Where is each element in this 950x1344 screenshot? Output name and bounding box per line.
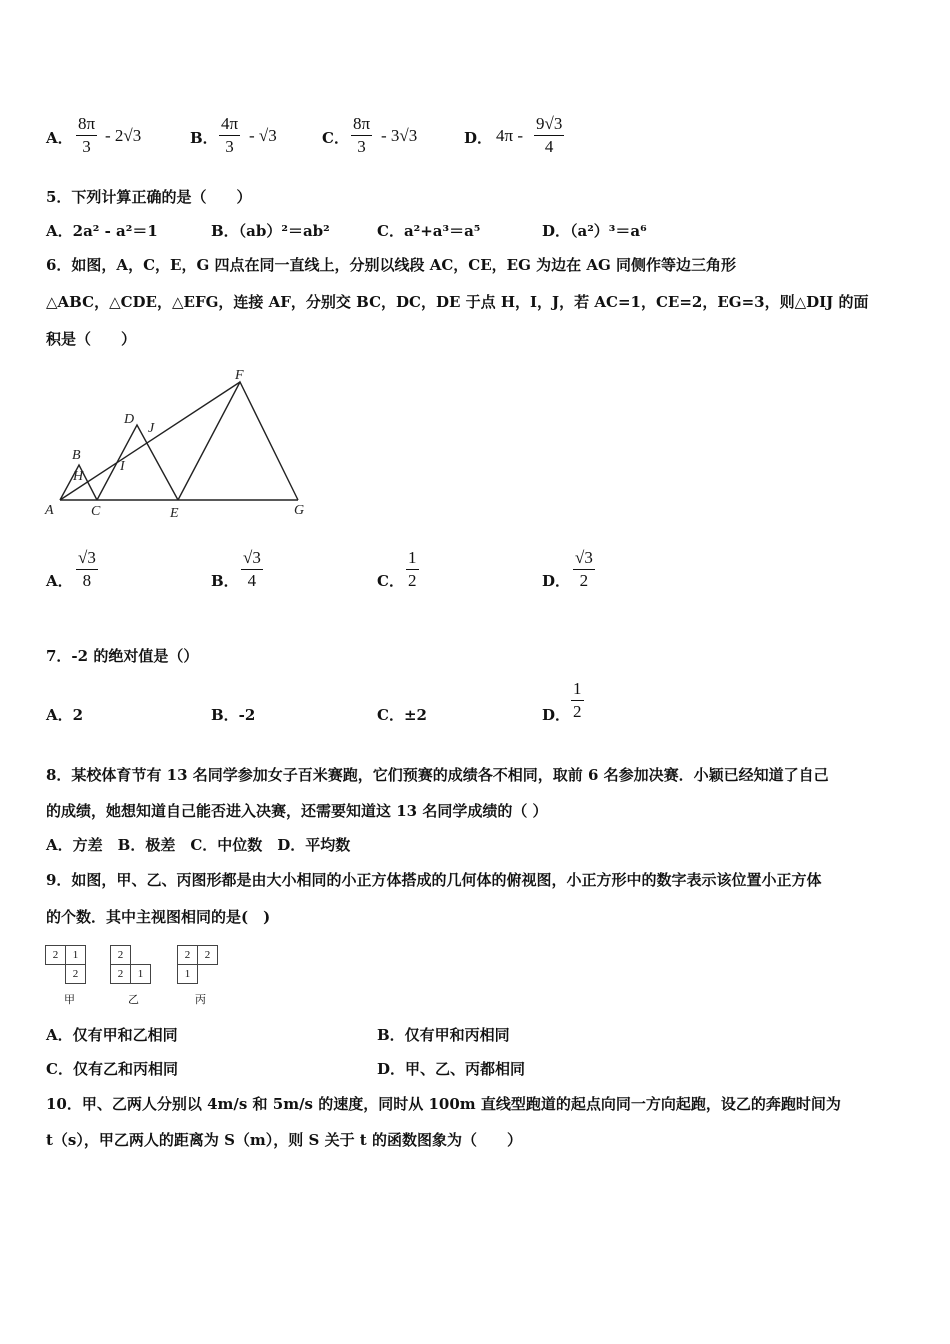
q6-b-den: 4	[241, 569, 263, 591]
label-D: D	[124, 412, 135, 427]
q6-triangle-figure	[40, 362, 315, 524]
q7-stem: 7．-2 的绝对值是（）	[46, 647, 199, 665]
q4-d-num: 9√3	[536, 114, 563, 133]
q7-option-c: C．±2	[377, 706, 427, 724]
q4-option-b-fraction	[219, 114, 240, 157]
q4-b-den: 3	[219, 135, 240, 157]
q6-a-num: √3	[78, 548, 96, 567]
empty-cell	[131, 946, 151, 965]
q7-option-d-label: D．	[542, 706, 571, 724]
q9-option-a: A．仅有甲和乙相同	[46, 1026, 178, 1044]
q9-option-c: C．仅有乙和丙相同	[46, 1060, 178, 1078]
label-F: F	[235, 368, 244, 383]
cell: 2	[111, 965, 131, 984]
q6-option-a-fraction	[76, 548, 98, 591]
q6-d-num: √3	[575, 548, 593, 567]
q9-grid-yi	[110, 945, 151, 984]
q4-c-tail: - 3√3	[381, 126, 418, 145]
q5-option-c: C．a²+a³＝a⁵	[377, 222, 481, 240]
q4-b-tail: - √3	[249, 126, 277, 145]
cell: 2	[178, 946, 198, 965]
q9-option-d: D．甲、乙、丙都相同	[377, 1060, 526, 1078]
q6-option-c-fraction	[406, 548, 419, 591]
label-E: E	[170, 506, 179, 521]
q9-option-b: B．仅有甲和丙相同	[377, 1026, 510, 1044]
q6-option-a-label: A．	[46, 572, 73, 590]
q8-line1: 8．某校体育节有 13 名同学参加女子百米赛跑，它们预赛的成绩各不相同，取前 6 名参加决赛．小颖已经知道了自己	[46, 766, 829, 784]
q8-line2: 的成绩，她想知道自己能否进入决赛，还需要知道这 13 名同学成绩的（ ）	[46, 802, 548, 820]
q4-d-den: 4	[534, 135, 564, 157]
q6-c-den: 2	[408, 571, 417, 590]
q10-line1: 10．甲、乙两人分别以 4m/s 和 5m/s 的速度，同时从 100m 直线型跑道的起点向同一方向起跑，设乙的奔跑时间为	[46, 1095, 841, 1113]
q9-line2: 的个数．其中主视图相同的是( )	[46, 908, 271, 926]
q4-c-den: 3	[351, 135, 372, 157]
q5-stem: 5．下列计算正确的是（ ）	[46, 188, 252, 206]
q7-option-b: B．-2	[211, 706, 256, 724]
q4-option-c-label: C．	[322, 129, 349, 147]
cell: 2	[66, 965, 86, 984]
q7-d-num: 1	[573, 679, 582, 698]
q8-options: A．方差 B．极差 C．中位数 D．平均数	[46, 836, 351, 854]
q4-a-num: 8π	[78, 114, 96, 133]
cell: 2	[46, 946, 66, 965]
q5-option-a: A．2a² - a²＝1	[46, 222, 158, 240]
q6-line2: △ABC，△CDE，△EFG，连接 AF，分别交 BC，DC，DE 于点 H，I，J，若 AC=1，CE=2，EG=3，则△DIJ 的面	[46, 293, 869, 311]
q5-option-b: B．（ab）²＝ab²	[211, 222, 330, 240]
q6-a-den: 8	[76, 569, 98, 591]
q4-option-b-label: B．	[190, 129, 218, 147]
q9-grid-jia	[45, 945, 86, 984]
q9-label-jia: 甲	[64, 993, 75, 1006]
cell: 2	[198, 946, 218, 965]
label-C: C	[91, 504, 101, 519]
q9-grid-bing	[177, 945, 218, 984]
label-G: G	[294, 503, 305, 518]
q10-line2: t（s），甲乙两人的距离为 S（m），则 S 关于 t 的函数图象为（ ）	[46, 1131, 522, 1149]
label-J: J	[148, 421, 155, 436]
q9-line1: 9．如图，甲、乙、丙图形都是由大小相同的小正方体搭成的几何体的俯视图，小正方形中的数字表示该位置小正方体	[46, 871, 822, 889]
q4-option-c-fraction	[351, 114, 372, 157]
label-B: B	[72, 448, 81, 463]
q4-option-a-label: A．	[46, 129, 73, 147]
q6-option-d-label: D．	[542, 572, 571, 590]
q6-option-d-fraction	[573, 548, 595, 591]
q4-d-lead: 4π -	[496, 126, 523, 145]
q4-c-num: 8π	[353, 114, 371, 133]
q9-label-bing: 丙	[195, 993, 206, 1006]
q7-d-den: 2	[573, 702, 582, 721]
q4-b-num: 4π	[221, 114, 239, 133]
q6-option-b-label: B．	[211, 572, 239, 590]
label-I: I	[120, 459, 125, 474]
label-A: A	[45, 503, 54, 518]
q4-option-a-fraction	[76, 114, 97, 157]
empty-cell	[198, 965, 218, 984]
q6-option-b-fraction	[241, 548, 263, 591]
q7-option-d-fraction	[571, 679, 584, 722]
q6-b-num: √3	[243, 548, 261, 567]
cell: 2	[111, 946, 131, 965]
q6-line3: 积是（ ）	[46, 330, 137, 348]
q4-option-d-label: D．	[464, 129, 493, 147]
cell: 1	[131, 965, 151, 984]
empty-cell	[46, 965, 66, 984]
q4-option-d-fraction	[534, 114, 564, 157]
q5-option-d: D．（a²）³＝a⁶	[542, 222, 647, 240]
label-H: H	[73, 469, 84, 484]
q6-c-num: 1	[408, 548, 417, 567]
q4-a-tail: - 2√3	[105, 126, 142, 145]
q6-option-c-label: C．	[377, 572, 404, 590]
cell: 1	[66, 946, 86, 965]
cell: 1	[178, 965, 198, 984]
q7-option-a: A．2	[46, 706, 84, 724]
q6-d-den: 2	[573, 569, 595, 591]
q6-line1: 6．如图，A，C，E，G 四点在同一直线上，分别以线段 AC，CE，EG 为边在 AG 同侧作等边三角形	[46, 256, 737, 274]
q9-label-yi: 乙	[128, 993, 139, 1006]
q4-a-den: 3	[76, 135, 97, 157]
